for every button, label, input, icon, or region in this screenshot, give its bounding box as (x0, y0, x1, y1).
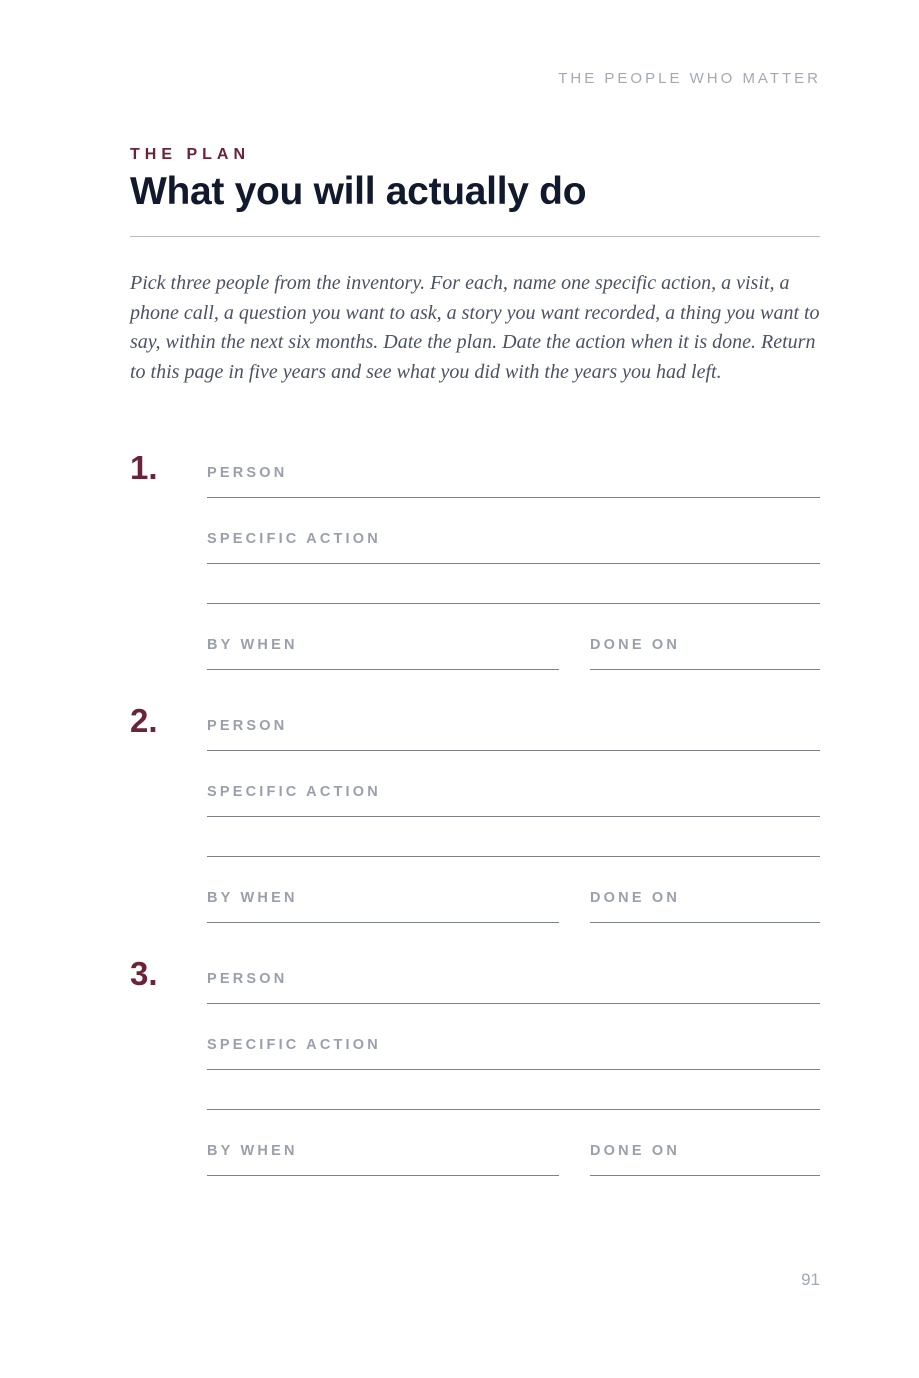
intro-paragraph: Pick three people from the inventory. For each, name one specific action, a visit, a phone call, a question you want to ask, a story you want recorded, a thing you want to say, within the next six months. Date the plan. Date the action when it is done. Return to this page in five years and see what you did with the years you had left. (130, 272, 820, 384)
entry-number: 3. (130, 955, 158, 992)
by-when-label: BY WHEN (207, 890, 298, 906)
action-field-line-1[interactable] (207, 563, 820, 564)
running-head: THE PEOPLE WHO MATTER (558, 70, 821, 87)
person-field[interactable] (207, 497, 820, 498)
section-eyebrow: THE PLAN (130, 146, 250, 163)
done-on-field[interactable] (590, 669, 820, 670)
action-field-line-2[interactable] (207, 1109, 820, 1110)
done-on-label: DONE ON (590, 637, 681, 653)
action-field-line-2[interactable] (207, 856, 820, 857)
action-field-line-1[interactable] (207, 816, 820, 817)
person-field[interactable] (207, 1003, 820, 1004)
person-label: PERSON (207, 718, 288, 734)
action-label: SPECIFIC ACTION (207, 531, 381, 547)
by-when-field[interactable] (207, 922, 559, 923)
entry-number: 1. (130, 449, 158, 486)
action-field-line-1[interactable] (207, 1069, 820, 1070)
by-when-field[interactable] (207, 669, 559, 670)
action-field-line-2[interactable] (207, 603, 820, 604)
plan-entry (0, 957, 919, 1187)
plan-entry (0, 451, 919, 681)
person-label: PERSON (207, 465, 288, 481)
title-divider (130, 236, 820, 237)
person-label: PERSON (207, 971, 288, 987)
done-on-field[interactable] (590, 922, 820, 923)
person-field[interactable] (207, 750, 820, 751)
page-number: 91 (801, 1270, 820, 1289)
page-title: What you will actually do (130, 170, 587, 213)
by-when-label: BY WHEN (207, 637, 298, 653)
action-label: SPECIFIC ACTION (207, 1037, 381, 1053)
by-when-label: BY WHEN (207, 1143, 298, 1159)
action-label: SPECIFIC ACTION (207, 784, 381, 800)
done-on-label: DONE ON (590, 890, 681, 906)
done-on-label: DONE ON (590, 1143, 681, 1159)
plan-entry (0, 704, 919, 934)
entry-number: 2. (130, 702, 158, 739)
by-when-field[interactable] (207, 1175, 559, 1176)
done-on-field[interactable] (590, 1175, 820, 1176)
